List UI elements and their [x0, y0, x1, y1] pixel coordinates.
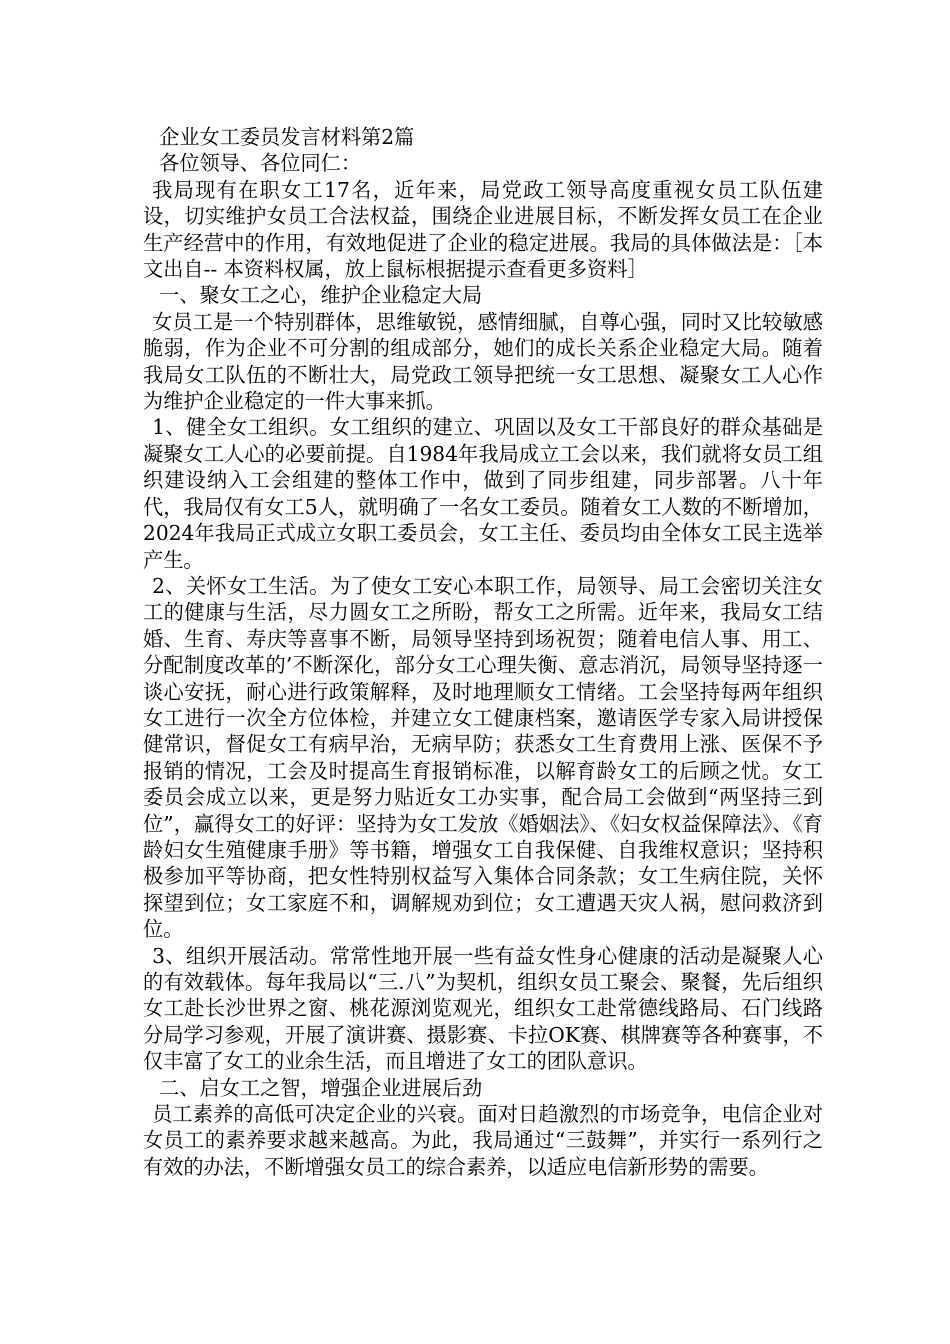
document-title: 企业女工委员发言材料第2篇: [159, 125, 415, 149]
paragraph-intro: 我局现有在职女工17名，近年来，局党政工领导高度重视女员工队伍建设，切实维护女员工合法权益，围绕企业进展目标，不断发挥女员工在企业生产经营中的作用，有效地促进了企业的稳定进展。我局的具体做法是：［本文出自-- 本资料权属，放上鼠标根据提示查看更多资料］: [143, 177, 823, 282]
paragraph-item-1: 1、健全女工组织。女工组织的建立、巩固以及女工干部良好的群众基础是凝聚女工人心的必要前提。自1984年我局成立工会以来，我们就将女员工组织建设纳入工会组建的整体工作中，做到了同步组建，同步部署。八十年代，我局仅有女工5人，就明确了一名女工委员。随着女工人数的不断增加，2024年我局正式成立女职工委员会，女工主任、委员均由全体女工民主选举产生。: [143, 415, 823, 572]
document-page: [143, 124, 823, 1180]
paragraph: 员工素养的高低可决定企业的兴衰。面对日趋激烈的市场竞争，电信企业对女员工的素养要求越来越高。为此，我局通过“三鼓舞”，并实行一系列行之有效的办法，不断增强女员工的综合素养，以适应电信新形势的需要。: [143, 1102, 823, 1179]
paragraph-item-2: 2、关怀女工生活。为了使女工安心本职工作，局领导、局工会密切关注女工的健康与生活，尽力圆女工之所盼，帮女工之所需。近年来，我局女工结婚、生育、寿庆等喜事不断，局领导坚持到场祝贺；随着电信人事、用工、分配制度改革的’不断深化，部分女工心理失衡、意志消沉，局领导坚持逐一谈心安抚，耐心进行政策解释，及时地理顺女工情绪。工会坚持每两年组织女工进行一次全方位体检，并建立女工健康档案，邀请医学专家入局讲授保健常识，督促女工有病早治，无病早防；获悉女工生育费用上涨、医保不予报销的情况，工会及时提高生育报销标准，以解育龄女工的后顾之忧。女工委员会成立以来，更是努力贴近女工办实事，配合局工会做到“两坚持三到位”，赢得女工的好评：坚持为女工发放《婚姻法》、《妇女权益保障法》、《育龄妇女生殖健康手册》等书籍，增强女工自我保健、自我维权意识；坚持积极参加平等协商，把女性特别权益写入集体合同条款；女工生病住院，关怀探望到位；女工家庭不和，调解规劝到位；女工遭遇天灾人祸，慰问救济到位。: [143, 573, 823, 942]
paragraph-item-3: 3、组织开展活动。常常性地开展一些有益女性身心健康的活动是凝聚人心的有效载体。每年我局以“三.八”为契机，组织女员工聚会、聚餐，先后组织女工赴长沙世界之窗、桃花源浏览观光，组织女工赴常德线路局、石门线路分局学习参观，开展了演讲赛、摄影赛、卡拉OK赛、棋牌赛等各种赛事，不仅丰富了女工的业余生活，而且增进了女工的团队意识。: [143, 943, 823, 1074]
section-heading-2: 二、启女工之智，增强企业进展后劲: [159, 1075, 483, 1100]
section-heading-1: 一、聚女工之心，维护企业稳定大局: [159, 283, 483, 308]
salutation: 各位领导、各位同仁：: [159, 151, 362, 176]
paragraph: 女员工是一个特别群体，思维敏锐，感情细腻，自尊心强，同时又比较敏感脆弱，作为企业不可分割的组成部分，她们的成长关系企业稳定大局。随着我局女工队伍的不断壮大，局党政工领导把统一女工思想、凝聚女工人心作为维护企业稳定的一件大事来抓。: [143, 309, 823, 414]
